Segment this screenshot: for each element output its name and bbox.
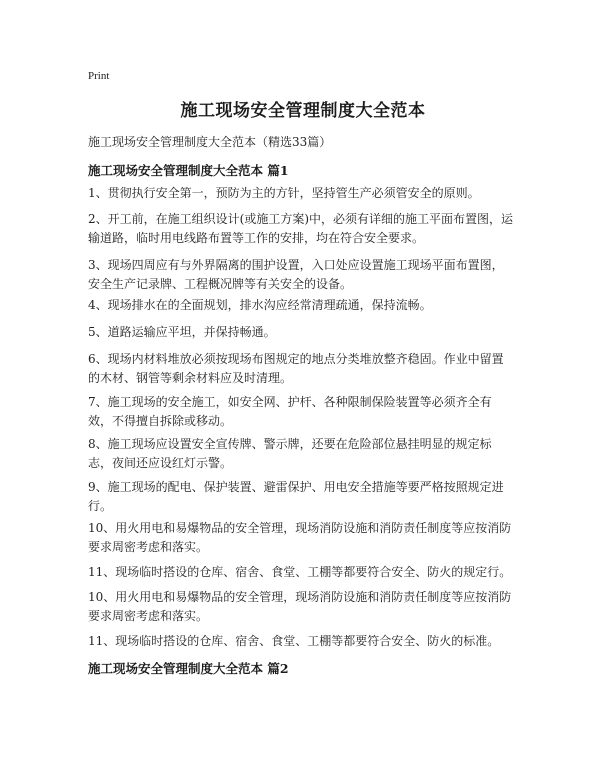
paragraph-8: 8、施工现场应设置安全宣传牌、警示牌，还要在危险部位悬挂明显的规定标志，夜间还应设红灯示警。 xyxy=(88,437,492,470)
paragraph-3: 3、现场四周应有与外界隔离的围护设置，入口处应设置施工现场平面布置图，安全生产记录牌、工程概况牌等有关安全的设备。 xyxy=(88,258,504,291)
paragraph-6: 6、现场内材料堆放必须按现场布图规定的地点分类堆放整齐稳固。作业中留置的木材、钢管等剩余材料应及时清理。 xyxy=(88,352,504,385)
paragraph-7: 7、施工现场的安全施工，如安全网、护杆、各种限制保险装置等必须齐全有效，不得擅自拆除或移动。 xyxy=(88,395,492,428)
document-title: 施工现场安全管理制度大全范本 xyxy=(180,101,426,121)
paragraph-13: 11、现场临时搭设的仓库、宿舍、食堂、工棚等都要符合安全、防火的标准。 xyxy=(88,634,500,648)
section-heading-1: 施工现场安全管理制度大全范本 篇1 xyxy=(88,163,289,178)
paragraph-1: 1、贯彻执行安全第一，预防为主的方针，坚持管生产必须管安全的原则。 xyxy=(88,186,480,200)
print-link[interactable]: Print xyxy=(88,70,110,82)
document-subtitle: 施工现场安全管理制度大全范本（精选33篇） xyxy=(88,135,332,149)
paragraph-4: 4、现场排水在的全面规划，排水沟应经常清理疏通，保持流畅。 xyxy=(88,298,432,312)
section-heading-2: 施工现场安全管理制度大全范本 篇2 xyxy=(88,661,289,676)
paragraph-5: 5、道路运输应平坦，并保持畅通。 xyxy=(88,325,276,339)
paragraph-11: 11、现场临时搭设的仓库、宿舍、食堂、工棚等都要符合安全、防火的规定行。 xyxy=(88,565,512,579)
paragraph-12: 10、用火用电和易爆物品的安全管理，现场消防设施和消防责任制度等应按消防要求周密考虑和落实。 xyxy=(88,590,512,623)
paragraph-2: 2、开工前，在施工组织设计(或施工方案)中，必须有详细的施工平面布置图，运输道路，临时用电线路布置等工作的安排，均在符合安全要求。 xyxy=(88,212,514,245)
paragraph-9: 9、施工现场的配电、保护装置、避雷保护、用电安全措施等要严格按照规定进行。 xyxy=(88,480,504,513)
paragraph-10: 10、用火用电和易爆物品的安全管理，现场消防设施和消防责任制度等应按消防要求周密考虑和落实。 xyxy=(88,521,512,554)
